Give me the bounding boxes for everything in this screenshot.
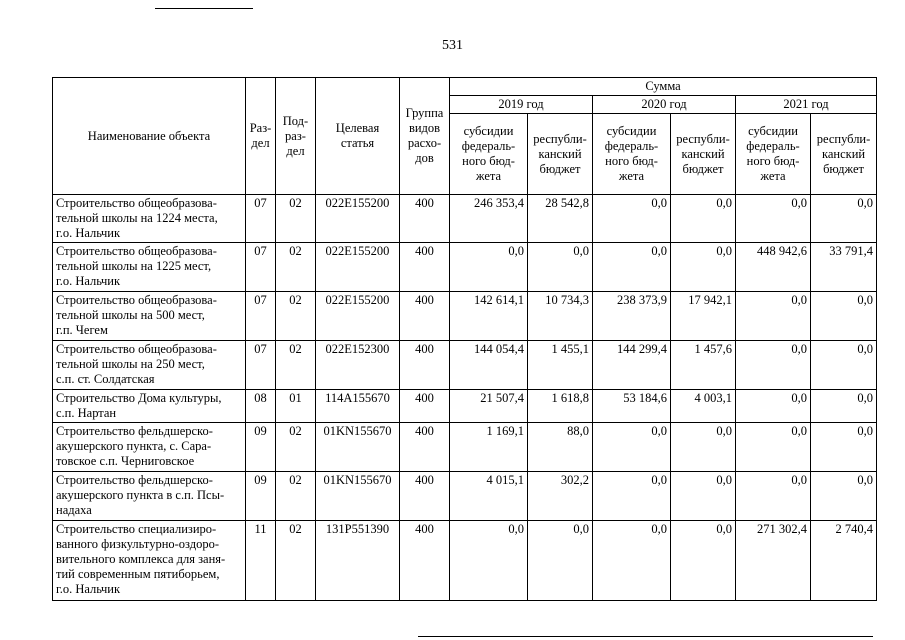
republic-2020: 0,0 bbox=[671, 521, 736, 601]
header-subsidy-2020: субсидии федераль- ного бюд- жета bbox=[593, 114, 671, 195]
republic-2019: 0,0 bbox=[528, 243, 593, 292]
table-row bbox=[53, 390, 877, 423]
header-podrazdel: Под- раз- дел bbox=[276, 78, 316, 195]
subsidy-2021: 0,0 bbox=[736, 195, 811, 243]
subsidy-2021: 271 302,4 bbox=[736, 521, 811, 601]
subsidy-2021: 448 942,6 bbox=[736, 243, 811, 292]
header-republic-2021: республи- канский бюджет bbox=[811, 114, 877, 195]
table-row bbox=[53, 423, 877, 472]
razdel: 11 bbox=[246, 521, 276, 601]
object-name: Строительство общеобразова- тельной школы на 1224 места, г.о. Нальчик bbox=[53, 195, 246, 243]
table-row bbox=[53, 195, 877, 243]
podrazdel: 01 bbox=[276, 390, 316, 423]
republic-2021: 0,0 bbox=[811, 423, 877, 472]
podrazdel: 02 bbox=[276, 472, 316, 521]
republic-2020: 17 942,1 bbox=[671, 292, 736, 341]
razdel: 07 bbox=[246, 292, 276, 341]
podrazdel: 02 bbox=[276, 341, 316, 390]
header-target: Целевая статья bbox=[316, 78, 400, 195]
republic-2019: 1 618,8 bbox=[528, 390, 593, 423]
table-row bbox=[53, 341, 877, 390]
header-year-2020: 2020 год bbox=[593, 96, 736, 114]
podrazdel: 02 bbox=[276, 195, 316, 243]
expense-group: 400 bbox=[400, 195, 450, 243]
subsidy-2021: 0,0 bbox=[736, 423, 811, 472]
target-article: 01KN155670 bbox=[316, 423, 400, 472]
republic-2021: 0,0 bbox=[811, 341, 877, 390]
republic-2020: 0,0 bbox=[671, 472, 736, 521]
republic-2020: 4 003,1 bbox=[671, 390, 736, 423]
republic-2019: 1 455,1 bbox=[528, 341, 593, 390]
header-razdel: Раз- дел bbox=[246, 78, 276, 195]
razdel: 07 bbox=[246, 195, 276, 243]
subsidy-2020: 0,0 bbox=[593, 423, 671, 472]
subsidy-2019: 144 054,4 bbox=[450, 341, 528, 390]
bottom-rule bbox=[418, 636, 873, 637]
object-name: Строительство общеобразова- тельной школы на 1225 мест, г.о. Нальчик bbox=[53, 243, 246, 292]
target-article: 131P551390 bbox=[316, 521, 400, 601]
republic-2021: 0,0 bbox=[811, 292, 877, 341]
republic-2019: 10 734,3 bbox=[528, 292, 593, 341]
expense-group: 400 bbox=[400, 341, 450, 390]
republic-2019: 88,0 bbox=[528, 423, 593, 472]
expense-group: 400 bbox=[400, 423, 450, 472]
header-subsidy-2021: субсидии федераль- ного бюд- жета bbox=[736, 114, 811, 195]
republic-2019: 28 542,8 bbox=[528, 195, 593, 243]
header-year-2019: 2019 год bbox=[450, 96, 593, 114]
subsidy-2019: 4 015,1 bbox=[450, 472, 528, 521]
razdel: 08 bbox=[246, 390, 276, 423]
table-row bbox=[53, 472, 877, 521]
header-republic-2020: республи- канский бюджет bbox=[671, 114, 736, 195]
header-year-2021: 2021 год bbox=[736, 96, 877, 114]
subsidy-2019: 0,0 bbox=[450, 243, 528, 292]
expense-group: 400 bbox=[400, 292, 450, 341]
republic-2020: 1 457,6 bbox=[671, 341, 736, 390]
podrazdel: 02 bbox=[276, 243, 316, 292]
object-name: Строительство Дома культуры, с.п. Нартан bbox=[53, 390, 246, 423]
top-rule bbox=[155, 8, 253, 9]
target-article: 022E155200 bbox=[316, 195, 400, 243]
object-name: Строительство фельдшерско- акушерского пункта в с.п. Псы- надаха bbox=[53, 472, 246, 521]
object-name: Строительство общеобразова- тельной школы на 250 мест, с.п. ст. Солдатская bbox=[53, 341, 246, 390]
target-article: 022E155200 bbox=[316, 243, 400, 292]
target-article: 022E155200 bbox=[316, 292, 400, 341]
object-name: Строительство общеобразова- тельной школы на 500 мест, г.п. Чегем bbox=[53, 292, 246, 341]
podrazdel: 02 bbox=[276, 423, 316, 472]
subsidy-2019: 1 169,1 bbox=[450, 423, 528, 472]
table-row bbox=[53, 243, 877, 292]
budget-table bbox=[52, 77, 877, 601]
subsidy-2020: 0,0 bbox=[593, 521, 671, 601]
subsidy-2020: 0,0 bbox=[593, 472, 671, 521]
republic-2021: 2 740,4 bbox=[811, 521, 877, 601]
razdel: 07 bbox=[246, 341, 276, 390]
target-article: 022E152300 bbox=[316, 341, 400, 390]
republic-2019: 0,0 bbox=[528, 521, 593, 601]
page-number: 531 bbox=[442, 38, 463, 53]
podrazdel: 02 bbox=[276, 292, 316, 341]
subsidy-2020: 144 299,4 bbox=[593, 341, 671, 390]
header-sum: Сумма bbox=[450, 78, 877, 96]
subsidy-2021: 0,0 bbox=[736, 472, 811, 521]
republic-2019: 302,2 bbox=[528, 472, 593, 521]
header-group: Группа видов расхо- дов bbox=[400, 78, 450, 195]
object-name: Строительство специализиро- ванного физкультурно-оздоро- вительного комплекса для заня- тий современным пятиборьем, г.о. Нальчик bbox=[53, 521, 246, 601]
republic-2021: 0,0 bbox=[811, 472, 877, 521]
subsidy-2020: 53 184,6 bbox=[593, 390, 671, 423]
subsidy-2019: 0,0 bbox=[450, 521, 528, 601]
subsidy-2021: 0,0 bbox=[736, 390, 811, 423]
republic-2021: 33 791,4 bbox=[811, 243, 877, 292]
razdel: 07 bbox=[246, 243, 276, 292]
expense-group: 400 bbox=[400, 243, 450, 292]
republic-2021: 0,0 bbox=[811, 195, 877, 243]
subsidy-2019: 21 507,4 bbox=[450, 390, 528, 423]
header-republic-2019: республи- канский бюджет bbox=[528, 114, 593, 195]
table-row bbox=[53, 292, 877, 341]
podrazdel: 02 bbox=[276, 521, 316, 601]
subsidy-2019: 246 353,4 bbox=[450, 195, 528, 243]
target-article: 114A155670 bbox=[316, 390, 400, 423]
republic-2021: 0,0 bbox=[811, 390, 877, 423]
subsidy-2020: 238 373,9 bbox=[593, 292, 671, 341]
expense-group: 400 bbox=[400, 521, 450, 601]
expense-group: 400 bbox=[400, 472, 450, 521]
republic-2020: 0,0 bbox=[671, 423, 736, 472]
header-subsidy-2019: субсидии федераль- ного бюд- жета bbox=[450, 114, 528, 195]
subsidy-2019: 142 614,1 bbox=[450, 292, 528, 341]
razdel: 09 bbox=[246, 423, 276, 472]
subsidy-2020: 0,0 bbox=[593, 195, 671, 243]
target-article: 01KN155670 bbox=[316, 472, 400, 521]
subsidy-2021: 0,0 bbox=[736, 292, 811, 341]
expense-group: 400 bbox=[400, 390, 450, 423]
republic-2020: 0,0 bbox=[671, 195, 736, 243]
header-name: Наименование объекта bbox=[53, 78, 246, 195]
razdel: 09 bbox=[246, 472, 276, 521]
table-row bbox=[53, 521, 877, 601]
subsidy-2021: 0,0 bbox=[736, 341, 811, 390]
subsidy-2020: 0,0 bbox=[593, 243, 671, 292]
object-name: Строительство фельдшерско- акушерского пункта, с. Сара- товское с.п. Черниговское bbox=[53, 423, 246, 472]
republic-2020: 0,0 bbox=[671, 243, 736, 292]
